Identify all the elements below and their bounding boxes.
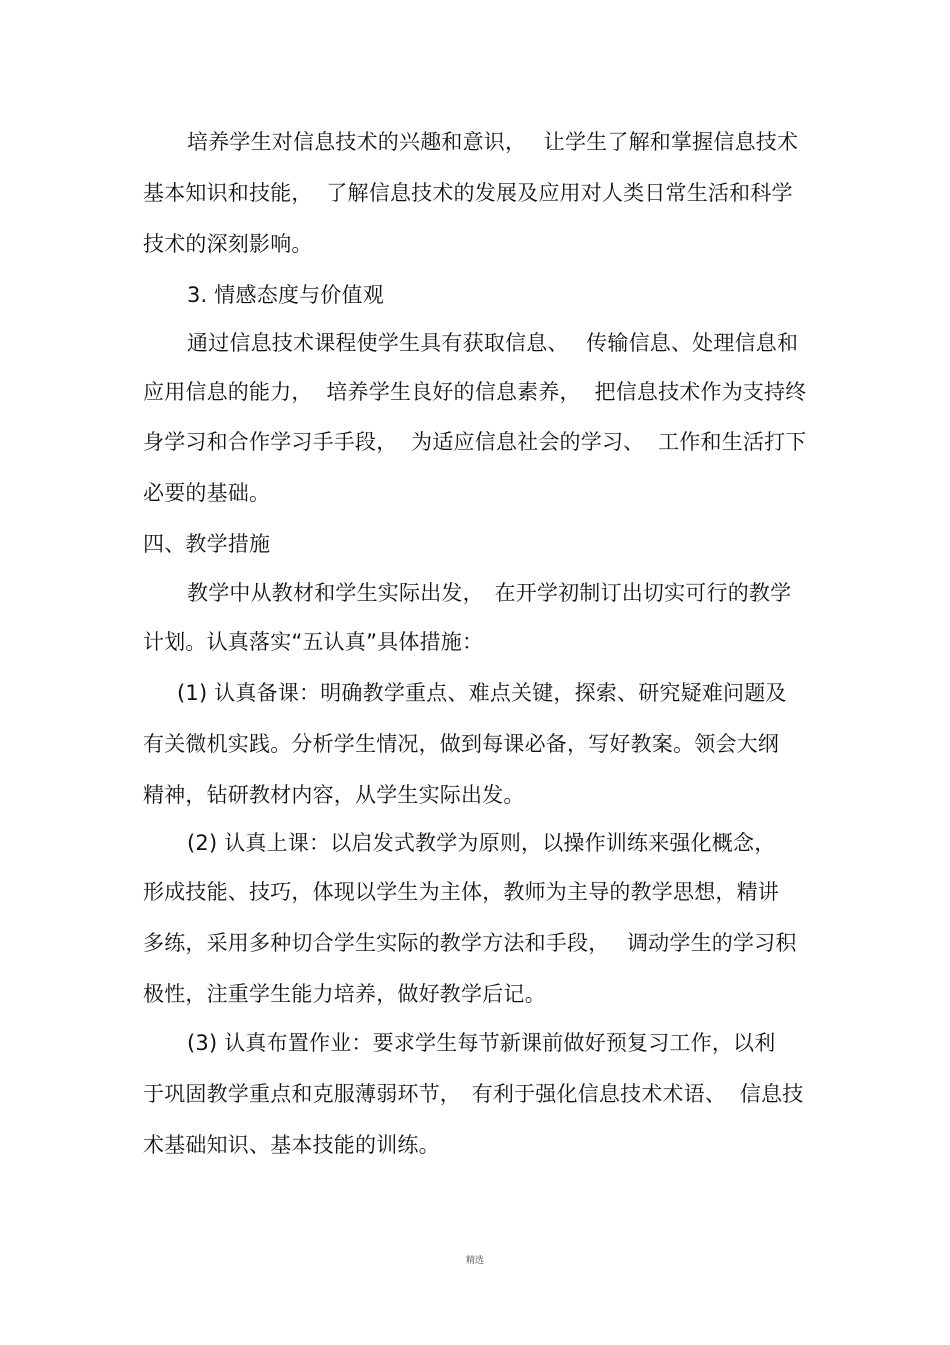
- paragraph-line: 身学习和合作学习手手段， 为适应信息社会的学习、 工作和生活打下: [143, 430, 807, 454]
- paragraph-line: 于巩固教学重点和克服薄弱环节， 有利于强化信息技术术语、 信息技: [143, 1082, 804, 1106]
- list-item-line: (3) 认真布置作业：要求学生每节新课前做好预复习工作，以利: [187, 1031, 776, 1055]
- paragraph-line: 基本知识和技能， 了解信息技术的发展及应用对人类日常生活和科学: [143, 181, 793, 205]
- paragraph-line: 精神，钻研教材内容，从学生实际出发。: [143, 783, 525, 807]
- paragraph-line: 必要的基础。: [143, 481, 271, 505]
- paragraph-line: 术基础知识、基本技能的训练。: [143, 1133, 440, 1157]
- page-footer: 精选: [465, 1256, 484, 1266]
- paragraph-line: 有关微机实践。分析学生情况，做到每课必备，写好教案。领会大纲: [143, 732, 779, 756]
- paragraph-line: 计划。认真落实“五认真”具体措施：: [143, 630, 484, 654]
- paragraph-line: 通过信息技术课程使学生具有获取信息、 传输信息、处理信息和: [187, 331, 799, 355]
- paragraph-line: 技术的深刻影响。: [143, 232, 313, 256]
- paragraph-line: 形成技能、技巧，体现以学生为主体，教师为主导的教学思想，精讲: [143, 880, 779, 904]
- paragraph-line: 教学中从教材和学生实际出发， 在开学初制订出切实可行的教学: [187, 581, 792, 605]
- paragraph-line: 多练，采用多种切合学生实际的教学方法和手段， 调动学生的学习积: [143, 931, 797, 955]
- paragraph-line: 培养学生对信息技术的兴趣和意识， 让学生了解和掌握信息技术: [187, 130, 799, 154]
- list-item-line: (1) 认真备课：明确教学重点、难点关键，探索、研究疑难问题及: [177, 681, 787, 705]
- section-heading: 四、教学措施: [143, 532, 271, 556]
- paragraph-line: 应用信息的能力， 培养学生良好的信息素养， 把信息技术作为支持终: [143, 380, 807, 404]
- section-heading: 3. 情感态度与价值观: [187, 283, 384, 307]
- paragraph-line: 极性，注重学生能力培养，做好教学后记。: [143, 982, 546, 1006]
- list-item-line: (2) 认真上课：以启发式教学为原则，以操作训练来强化概念，: [187, 831, 776, 855]
